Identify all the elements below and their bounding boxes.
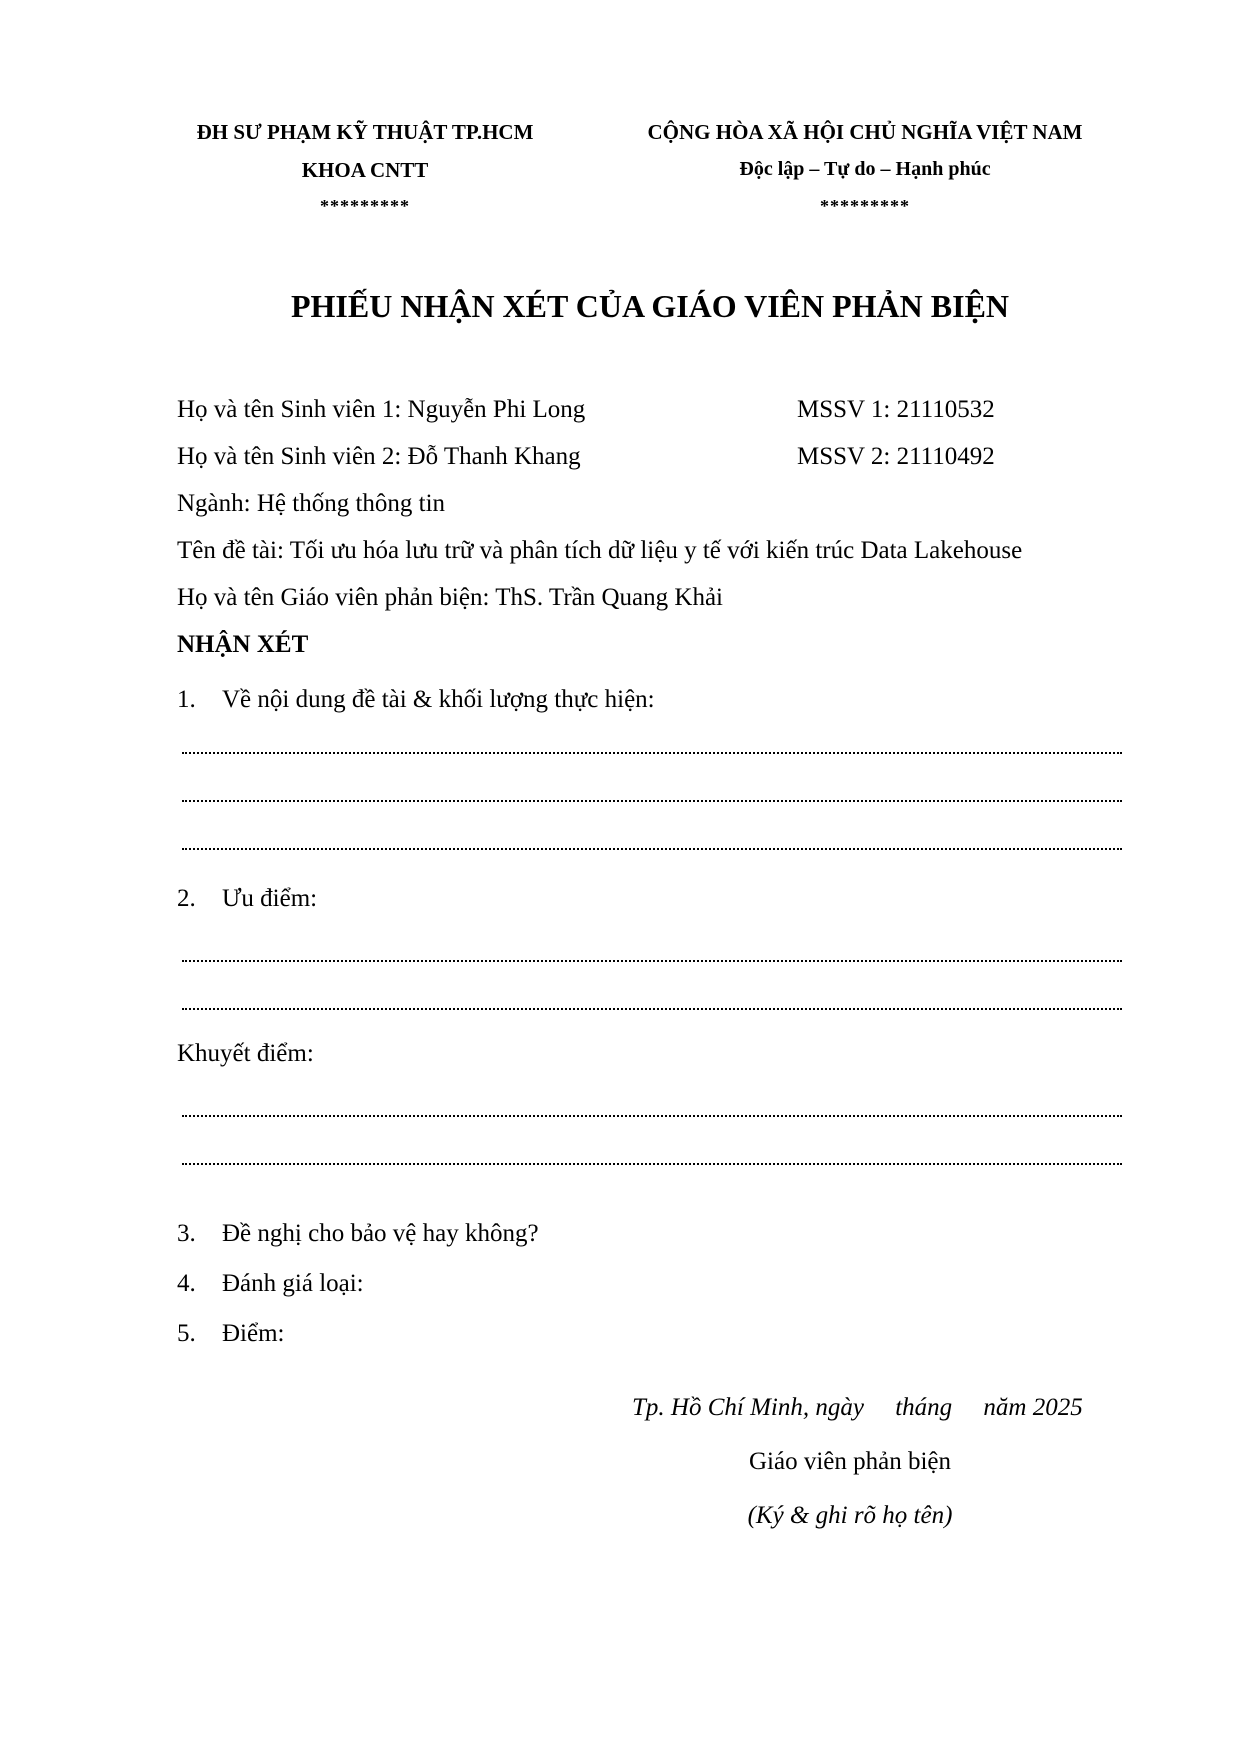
item4-number: 4.: [177, 1270, 196, 1297]
weakness-label: Khuyết điểm:: [177, 1040, 314, 1067]
item4-label: Đánh giá loại:: [222, 1270, 364, 1297]
signature-role: Giáo viên phản biện: [748, 1448, 952, 1475]
national-title: CỘNG HÒA XÃ HỘI CHỦ NGHĨA VIỆT NAM: [647, 120, 1083, 144]
university-name: ĐH SƯ PHẠM KỸ THUẬT TP.HCM: [196, 120, 534, 144]
form-title: PHIẾU NHẬN XÉT CỦA GIÁO VIÊN PHẢN BIỆN: [290, 288, 1010, 324]
left-stars-divider: *********: [320, 196, 410, 216]
item2-label: Ưu điểm:: [222, 885, 318, 912]
comment-line: [182, 848, 1122, 850]
item3-number: 3.: [177, 1220, 196, 1247]
comment-line: [182, 752, 1122, 754]
major: Ngành: Hệ thống thông tin: [177, 490, 446, 517]
faculty-name: KHOA CNTT: [301, 158, 429, 182]
signature-note: (Ký & ghi rõ họ tên): [747, 1502, 953, 1529]
item3-label: Đề nghị cho bảo vệ hay không?: [222, 1220, 539, 1247]
national-motto: Độc lập – Tự do – Hạnh phúc: [739, 158, 991, 180]
item5-number: 5.: [177, 1320, 196, 1347]
student2-id: MSSV 2: 21110492: [797, 443, 995, 470]
student1-id: MSSV 1: 21110532: [797, 396, 995, 423]
comment-line: [182, 800, 1122, 802]
signature-date: Tp. Hồ Chí Minh, ngày tháng năm 2025: [632, 1394, 1083, 1421]
thesis-topic: Tên đề tài: Tối ưu hóa lưu trữ và phân tích dữ liệu y tế với kiến trúc Data Lakehouse: [177, 537, 1023, 564]
comment-line: [182, 1008, 1122, 1010]
item5-label: Điểm:: [222, 1320, 285, 1347]
item2-number: 2.: [177, 885, 196, 912]
comment-line: [182, 960, 1122, 962]
comment-line: [182, 1115, 1122, 1117]
item1-number: 1.: [177, 686, 196, 713]
comments-heading: NHẬN XÉT: [177, 631, 309, 658]
item1-label: Về nội dung đề tài & khối lượng thực hiện:: [222, 686, 655, 713]
reviewer-name: Họ và tên Giáo viên phản biện: ThS. Trần Quang Khải: [177, 584, 723, 611]
student2-name: Họ và tên Sinh viên 2: Đỗ Thanh Khang: [177, 443, 581, 470]
comment-line: [182, 1163, 1122, 1165]
student1-name: Họ và tên Sinh viên 1: Nguyễn Phi Long: [177, 396, 586, 423]
right-stars-divider: *********: [820, 196, 910, 216]
